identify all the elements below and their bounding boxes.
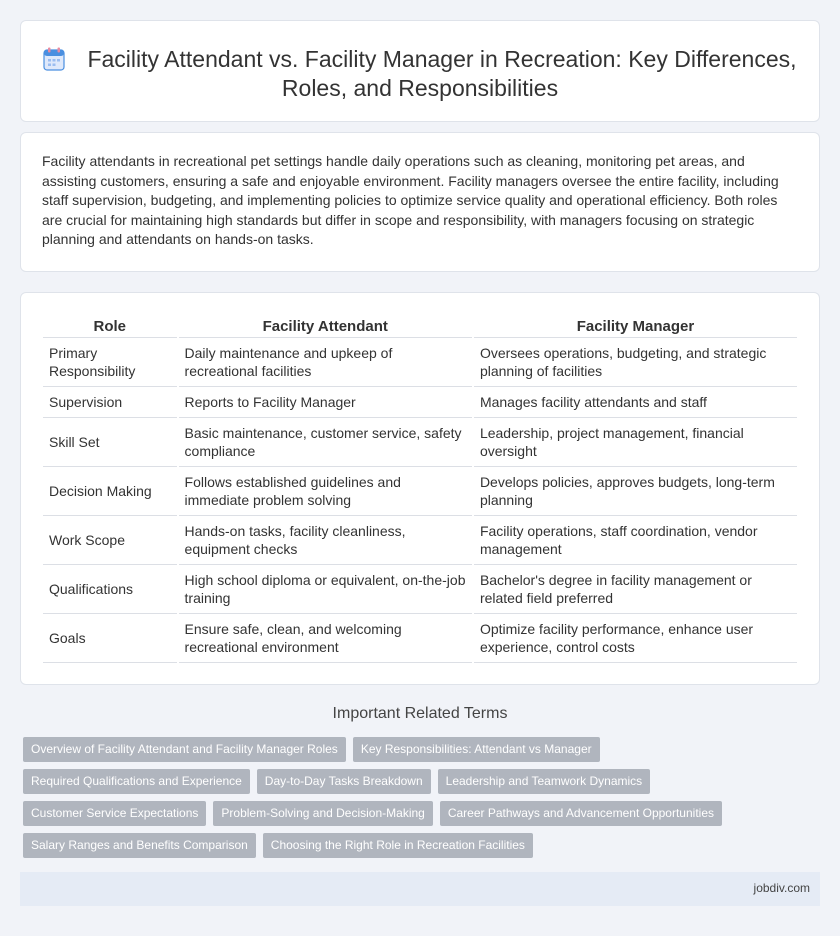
header-facility-attendant: Facility Attendant	[179, 315, 472, 338]
header-role: Role	[43, 315, 177, 338]
related-term-tag[interactable]: Career Pathways and Advancement Opportunities	[440, 801, 722, 826]
attendant-cell: Hands-on tasks, facility cleanliness, equipment checks	[179, 516, 472, 565]
row-label: Supervision	[43, 387, 177, 418]
row-label: Qualifications	[43, 565, 177, 614]
page-title: Facility Attendant vs. Facility Manager in Recreation: Key Differences, Roles, and Responsibilities	[87, 46, 797, 101]
table-row	[43, 387, 797, 418]
manager-cell: Develops policies, approves budgets, long-term planning	[474, 467, 797, 516]
table-header-row	[43, 315, 797, 338]
attendant-cell: Reports to Facility Manager	[179, 387, 472, 418]
table-row	[43, 418, 797, 467]
title-card	[20, 20, 820, 122]
comparison-table	[41, 315, 799, 663]
related-term-tag[interactable]: Choosing the Right Role in Recreation Facilities	[263, 833, 533, 858]
row-label: Skill Set	[43, 418, 177, 467]
related-term-tag[interactable]: Key Responsibilities: Attendant vs Manager	[353, 737, 600, 762]
page-title-wrap	[21, 45, 819, 103]
related-terms-title: Important Related Terms	[332, 705, 508, 722]
attendant-cell: Daily maintenance and upkeep of recreational facilities	[179, 338, 472, 387]
manager-cell: Bachelor's degree in facility management or related field preferred	[474, 565, 797, 614]
tag-row	[23, 737, 823, 762]
manager-cell: Optimize facility performance, enhance user experience, control costs	[474, 614, 797, 663]
row-label: Primary Responsibility	[43, 338, 177, 387]
related-term-tag[interactable]: Salary Ranges and Benefits Comparison	[23, 833, 256, 858]
tag-row	[23, 801, 823, 826]
manager-cell: Facility operations, staff coordination, vendor management	[474, 516, 797, 565]
manager-cell: Oversees operations, budgeting, and strategic planning of facilities	[474, 338, 797, 387]
calendar-icon	[43, 47, 65, 71]
tag-row	[23, 833, 823, 858]
related-term-tag[interactable]: Customer Service Expectations	[23, 801, 206, 826]
footer-site-link[interactable]: jobdiv.com	[753, 881, 810, 895]
header-facility-manager: Facility Manager	[474, 315, 797, 338]
manager-cell: Manages facility attendants and staff	[474, 387, 797, 418]
comparison-card	[20, 292, 820, 685]
related-term-tag[interactable]: Overview of Facility Attendant and Facility Manager Roles	[23, 737, 346, 762]
attendant-cell: High school diploma or equivalent, on-the-job training	[179, 565, 472, 614]
related-term-tag[interactable]: Required Qualifications and Experience	[23, 769, 250, 794]
row-label: Work Scope	[43, 516, 177, 565]
intro-paragraph: Facility attendants in recreational pet settings handle daily operations such as cleaning, monitoring pet areas, and assisting customers, ensuring a safe and enjoyable environment. Facility managers oversee the entire facility, including staff supervision, budgeting, and implementing policies to optimize service quality and operational efficiency. Both roles are crucial for maintaining high standards but differ in scope and responsibility, with managers focusing on strategic planning and attendants on hands-on tasks.	[42, 153, 779, 247]
manager-cell: Leadership, project management, financial oversight	[474, 418, 797, 467]
table-row	[43, 565, 797, 614]
related-term-tag[interactable]: Day-to-Day Tasks Breakdown	[257, 769, 431, 794]
related-terms-list	[23, 737, 823, 865]
related-term-tag[interactable]: Problem-Solving and Decision-Making	[213, 801, 432, 826]
row-label: Decision Making	[43, 467, 177, 516]
intro-card	[20, 132, 820, 272]
table-row	[43, 516, 797, 565]
table-row	[43, 338, 797, 387]
footer-bar	[20, 872, 820, 906]
tag-row	[23, 769, 823, 794]
attendant-cell: Ensure safe, clean, and welcoming recreational environment	[179, 614, 472, 663]
attendant-cell: Basic maintenance, customer service, safety compliance	[179, 418, 472, 467]
table-row	[43, 614, 797, 663]
table-row	[43, 467, 797, 516]
attendant-cell: Follows established guidelines and immediate problem solving	[179, 467, 472, 516]
related-term-tag[interactable]: Leadership and Teamwork Dynamics	[438, 769, 651, 794]
row-label: Goals	[43, 614, 177, 663]
